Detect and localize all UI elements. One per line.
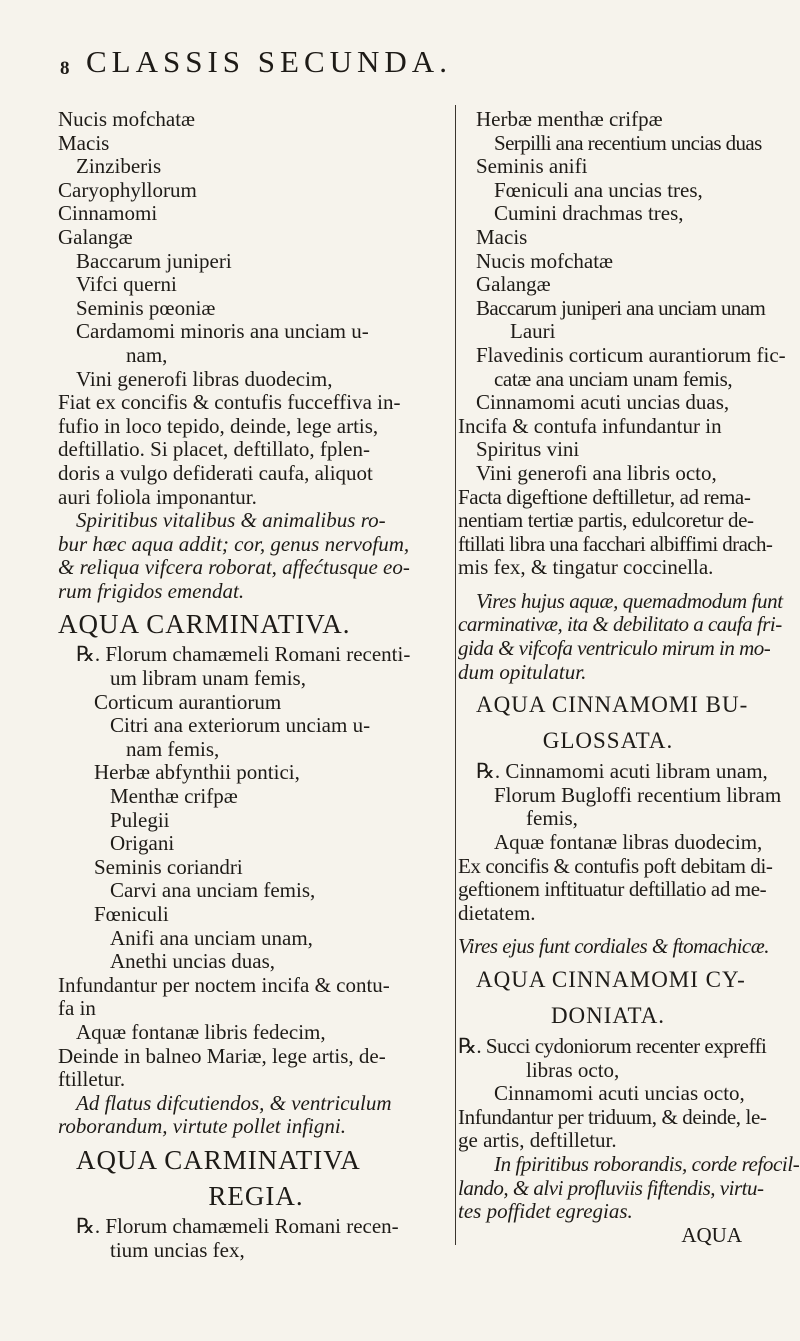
text-line: deftillatio. Si placet, deftillato, fplen- — [58, 437, 370, 462]
text-line: Cinnamomi acuti uncias octo, — [494, 1081, 745, 1106]
text-line: Cinnamomi acuti uncias duas, — [476, 390, 730, 415]
text-line: femis, — [526, 806, 578, 831]
text-line: Anifi ana unciam unam, — [110, 925, 313, 950]
text-line: ℞. Cinnamomi acuti libram unam, — [476, 759, 768, 784]
text-line: Florum Bugloffi recentium libram — [494, 782, 782, 807]
text-line: dum opitulatur. — [458, 659, 587, 684]
text-line: Seminis pœoniæ — [76, 295, 216, 320]
text-line: carminativæ, ita & debilitato a caufa fri- — [458, 612, 782, 637]
left-column — [58, 108, 454, 1262]
text-line: Facta digeftione deftilletur, ad rema- — [458, 484, 751, 509]
text-line: Baccarum juniperi ana unciam unam — [476, 295, 766, 320]
text-line: Vini generofi libras duodecim, — [76, 366, 333, 391]
text-line: Vini generofi ana libris octo, — [476, 460, 717, 485]
text-line: In fpiritibus roborandis, corde refocil- — [494, 1151, 800, 1176]
text-line: Corticum aurantiorum — [94, 689, 282, 714]
text-line: Fœniculi ana uncias tres, — [494, 177, 703, 202]
text-line: tes poffidet egregias. — [458, 1199, 633, 1224]
text-line: & reliqua vifcera roborat, affećtusque eo- — [58, 555, 410, 580]
text-line: Vires hujus aquæ, quemadmodum funt — [476, 588, 783, 613]
text-line: Herbæ abfynthii pontici, — [94, 760, 300, 785]
text-line: Incifa & contufa infundantur in — [458, 413, 722, 438]
text-line: Zinziberis — [76, 154, 162, 179]
text-line: Carvi ana unciam femis, — [110, 878, 316, 903]
text-line: Herbæ menthæ crifpæ — [476, 107, 663, 131]
text-line: Spiritibus vitalibus & animalibus ro- — [76, 508, 386, 533]
text-line: libras octo, — [526, 1057, 620, 1082]
section-heading: GLOSSATA. — [542, 728, 674, 754]
text-line: doris a vulgo defiderati caufa, aliquot — [58, 460, 373, 485]
text-line: Citri ana exteriorum unciam u- — [110, 713, 371, 738]
text-line: Cinnamomi — [58, 201, 158, 226]
text-line: mis fex, & tingatur coccinella. — [458, 555, 714, 580]
text-line: Aquæ fontanæ libras duodecim, — [494, 830, 763, 855]
text-line: Fœniculi — [94, 902, 169, 926]
text-line: Cumini drachmas tres, — [494, 201, 684, 226]
text-line: Aquæ fontanæ libris fedecim, — [76, 1019, 326, 1044]
text-line: rum frigidos emendat. — [58, 578, 245, 603]
text-line: tium uncias fex, — [110, 1237, 245, 1262]
text-line: Baccarum juniperi — [76, 248, 232, 273]
text-line: Anethi uncias duas, — [110, 949, 276, 974]
text-line: Caryophyllorum — [58, 177, 197, 202]
text-line: ℞. Florum chamæmeli Romani recenti- — [76, 642, 411, 667]
text-line: Seminis anifi — [476, 154, 588, 179]
text-line: fa in — [58, 996, 96, 1021]
text-line: Galangæ — [58, 224, 133, 249]
text-line: dietatem. — [458, 900, 536, 925]
text-line: ftilletur. — [58, 1067, 126, 1092]
text-line: Flavedinis corticum aurantiorum fic- — [476, 342, 786, 367]
page-number: 8 — [60, 58, 70, 79]
right-column — [458, 107, 800, 1247]
text-line: Fiat ex concifis & contufis fucceffiva in- — [58, 390, 401, 415]
text-line: Infundantur per noctem incifa & contu- — [58, 972, 390, 997]
text-line: nentiam tertiæ partis, edulcoretur de- — [458, 508, 754, 533]
section-heading: AQUA CINNAMOMI CY- — [476, 967, 746, 992]
text-line: gida & vifcofa ventriculo mirum in mo- — [458, 636, 771, 661]
text-line: Vires ejus funt cordiales & ftomachicæ. — [458, 934, 770, 959]
column-divider — [455, 105, 456, 1245]
text-line: Nucis mofchatæ — [476, 248, 614, 273]
text-line: nam, — [126, 342, 168, 367]
section-heading: AQUA CINNAMOMI BU- — [476, 692, 749, 718]
text-line: bur hæc aqua addit; cor, genus nervofum, — [58, 531, 410, 556]
section-heading: AQUA CARMINATIVA. — [58, 609, 351, 640]
text-line: Pulegii — [110, 807, 170, 832]
text-line: Vifci querni — [76, 272, 177, 297]
text-line: um libram unam femis, — [110, 666, 306, 691]
text-line: Macis — [476, 224, 528, 249]
text-line: fufio in loco tepido, deinde, lege artis, — [58, 413, 379, 438]
section-heading: AQUA CARMINATIVA — [76, 1144, 361, 1175]
text-line: Deinde in balneo Mariæ, lege artis, de- — [58, 1043, 386, 1068]
text-line: nam femis, — [126, 736, 220, 761]
text-line: geftionem inftituatur deftillatio ad me- — [458, 877, 767, 902]
text-line: Macis — [58, 130, 110, 155]
text-line: Lauri — [510, 319, 556, 344]
text-line: auri foliola imponantur. — [58, 484, 257, 509]
text-line: Menthæ crifpæ — [110, 784, 238, 809]
text-line: ftillati libra una facchari albiffimi drach- — [458, 531, 773, 556]
catchword: AQUA — [681, 1222, 742, 1247]
text-line: Seminis coriandri — [94, 854, 243, 879]
text-line: roborandum, virtute pollet infigni. — [58, 1114, 346, 1139]
text-line: Nucis mofchatæ — [58, 107, 196, 131]
text-line: catæ ana unciam unam femis, — [494, 366, 733, 391]
section-heading: REGIA. — [208, 1180, 304, 1211]
running-title: CLASSIS SECUNDA. — [86, 44, 452, 79]
text-line: ℞. Succi cydoniorum recenter expreffi — [458, 1034, 767, 1058]
text-line: Galangæ — [476, 272, 551, 297]
text-line: ℞. Florum chamæmeli Romani recen- — [76, 1213, 399, 1238]
section-heading: DONIATA. — [550, 1003, 666, 1028]
text-line: Origani — [110, 831, 175, 856]
text-line: Serpilli ana recentium uncias duas — [494, 130, 762, 155]
text-line: Ex concifis & contufis poft debitam di- — [458, 853, 773, 878]
text-line: ge artis, deftilletur. — [458, 1128, 617, 1153]
text-line: lando, & alvi profluviis fiftendis, virtu- — [458, 1175, 764, 1200]
text-line: Infundantur per triduum, & deinde, le- — [458, 1104, 767, 1129]
text-line: Ad flatus difcutiendos, & ventriculum — [76, 1090, 392, 1115]
text-line: Cardamomi minoris ana unciam u- — [76, 319, 369, 344]
text-line: Spiritus vini — [476, 437, 580, 462]
